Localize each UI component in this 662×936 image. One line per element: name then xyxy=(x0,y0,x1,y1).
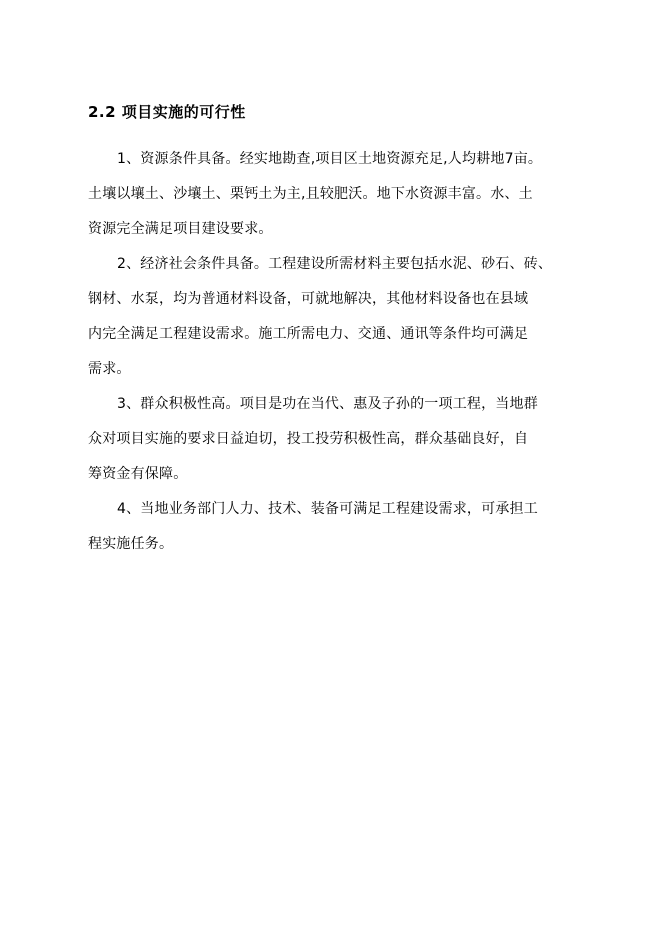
paragraph-3-line-3: 筹资金有保障。 xyxy=(88,466,188,482)
paragraph-4-line-1: 4、当地业务部门人力、技术、装备可满足工程建设需求，可承担工 xyxy=(117,501,538,517)
paragraph-1-line-3: 资源完全满足项目建设要求。 xyxy=(88,221,273,237)
paragraph-2-line-2: 钢材、水泵，均为普通材料设备，可就地解决，其他材料设备也在县域 xyxy=(88,291,529,307)
paragraph-3-line-2: 众对项目实施的要求日益迫切，投工投劳积极性高，群众基础良好，自 xyxy=(88,431,529,447)
paragraph-4-line-2: 程实施任务。 xyxy=(88,536,174,552)
paragraph-1-line-2: 土壤以壤土、沙壤土、栗钙土为主,且较肥沃。地下水资源丰富。水、土 xyxy=(88,186,533,202)
section-heading: 2.2 项目实施的可行性 xyxy=(88,103,246,121)
paragraph-3-line-1: 3、群众积极性高。项目是功在当代、惠及子孙的一项工程，当地群 xyxy=(117,396,538,412)
paragraph-2-line-3: 内完全满足工程建设需求。施工所需电力、交通、通讯等条件均可满足 xyxy=(88,326,529,342)
paragraph-2-line-4: 需求。 xyxy=(88,361,131,377)
paragraph-1-line-1: 1、资源条件具备。经实地勘查,项目区土地资源充足,人均耕地7亩。 xyxy=(117,151,543,167)
paragraph-2-line-1: 2、经济社会条件具备。工程建设所需材料主要包括水泥、砂石、砖、 xyxy=(117,256,553,272)
